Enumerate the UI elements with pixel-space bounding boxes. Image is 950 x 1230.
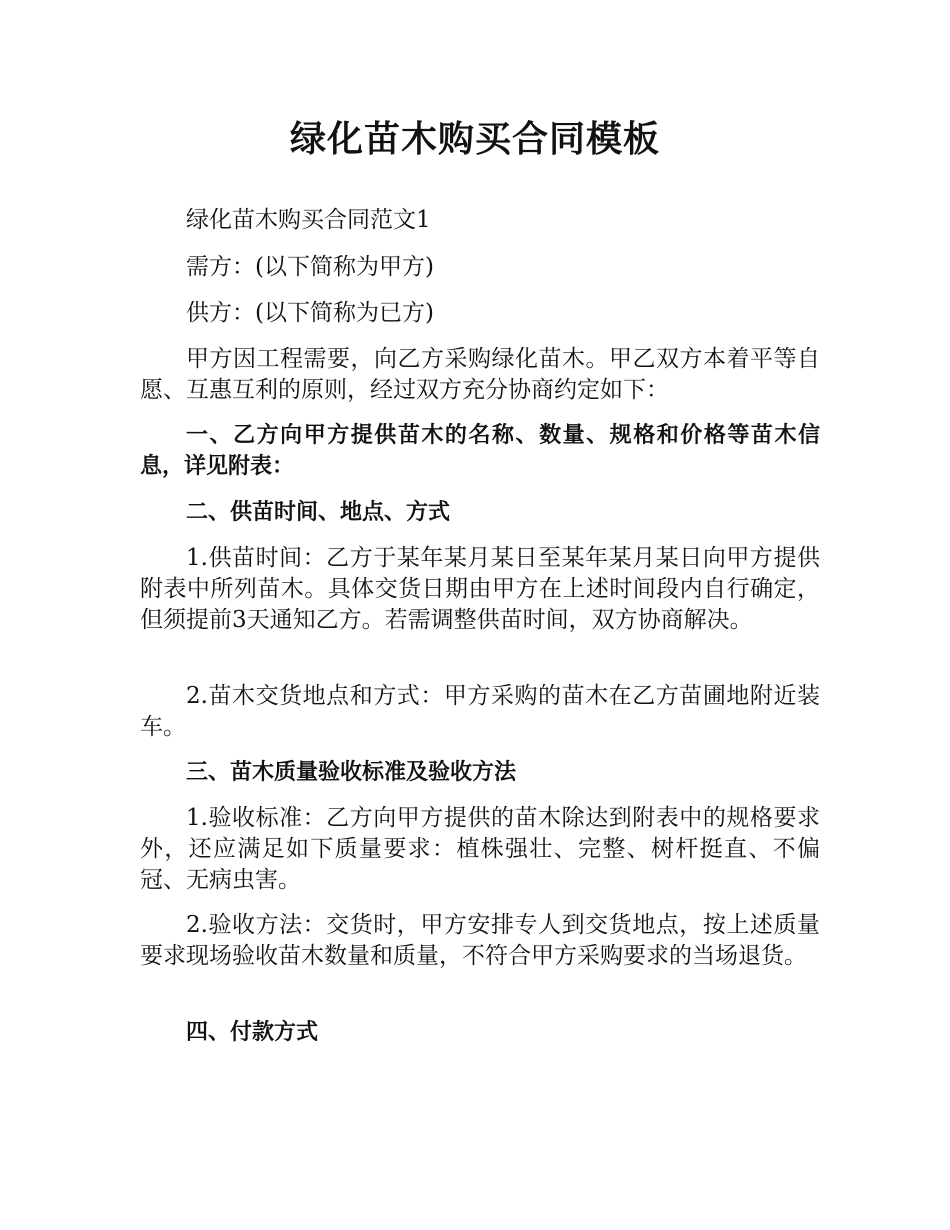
contract-subtitle: 绿化苗木购买合同范文1 bbox=[186, 207, 431, 233]
clause-supply-time: 1.供苗时间：乙方于某年某月某日至某年某月某日向甲方提供附表中所列苗木。具体交货日期由甲方在上述时间段内自行确定，但须提前3天通知乙方。若需调整供苗时间，双方协商解决。 bbox=[140, 545, 820, 633]
section-heading-2: 二、供苗时间、地点、方式 bbox=[186, 500, 451, 525]
buyer-line: 需方：(以下简称为甲方) bbox=[186, 254, 434, 280]
section-heading-3: 三、苗木质量验收标准及验收方法 bbox=[186, 760, 517, 785]
clause-acceptance-method: 2.验收方法：交货时，甲方安排专人到交货地点，按上述质量要求现场验收苗木数量和质量，不符合甲方采购要求的当场退货。 bbox=[140, 912, 820, 969]
clause-delivery-place: 2.苗木交货地点和方式：甲方采购的苗木在乙方苗圃地附近装车。 bbox=[140, 683, 820, 740]
section-heading-1: 一、乙方向甲方提供苗木的名称、数量、规格和价格等苗木信息，详见附表： bbox=[140, 423, 820, 479]
supplier-line: 供方：(以下简称为已方) bbox=[186, 300, 434, 326]
section-heading-4: 四、付款方式 bbox=[186, 1020, 319, 1045]
clause-acceptance-standard: 1.验收标准：乙方向甲方提供的苗木除达到附表中的规格要求外，还应满足如下质量要求：植株强壮、完整、树杆挺直、不偏冠、无病虫害。 bbox=[140, 805, 820, 893]
intro-paragraph: 甲方因工程需要，向乙方采购绿化苗木。甲乙双方本着平等自愿、互惠互利的原则，经过双方充分协商约定如下： bbox=[140, 346, 820, 403]
document-title: 绿化苗木购买合同模板 bbox=[289, 119, 660, 160]
